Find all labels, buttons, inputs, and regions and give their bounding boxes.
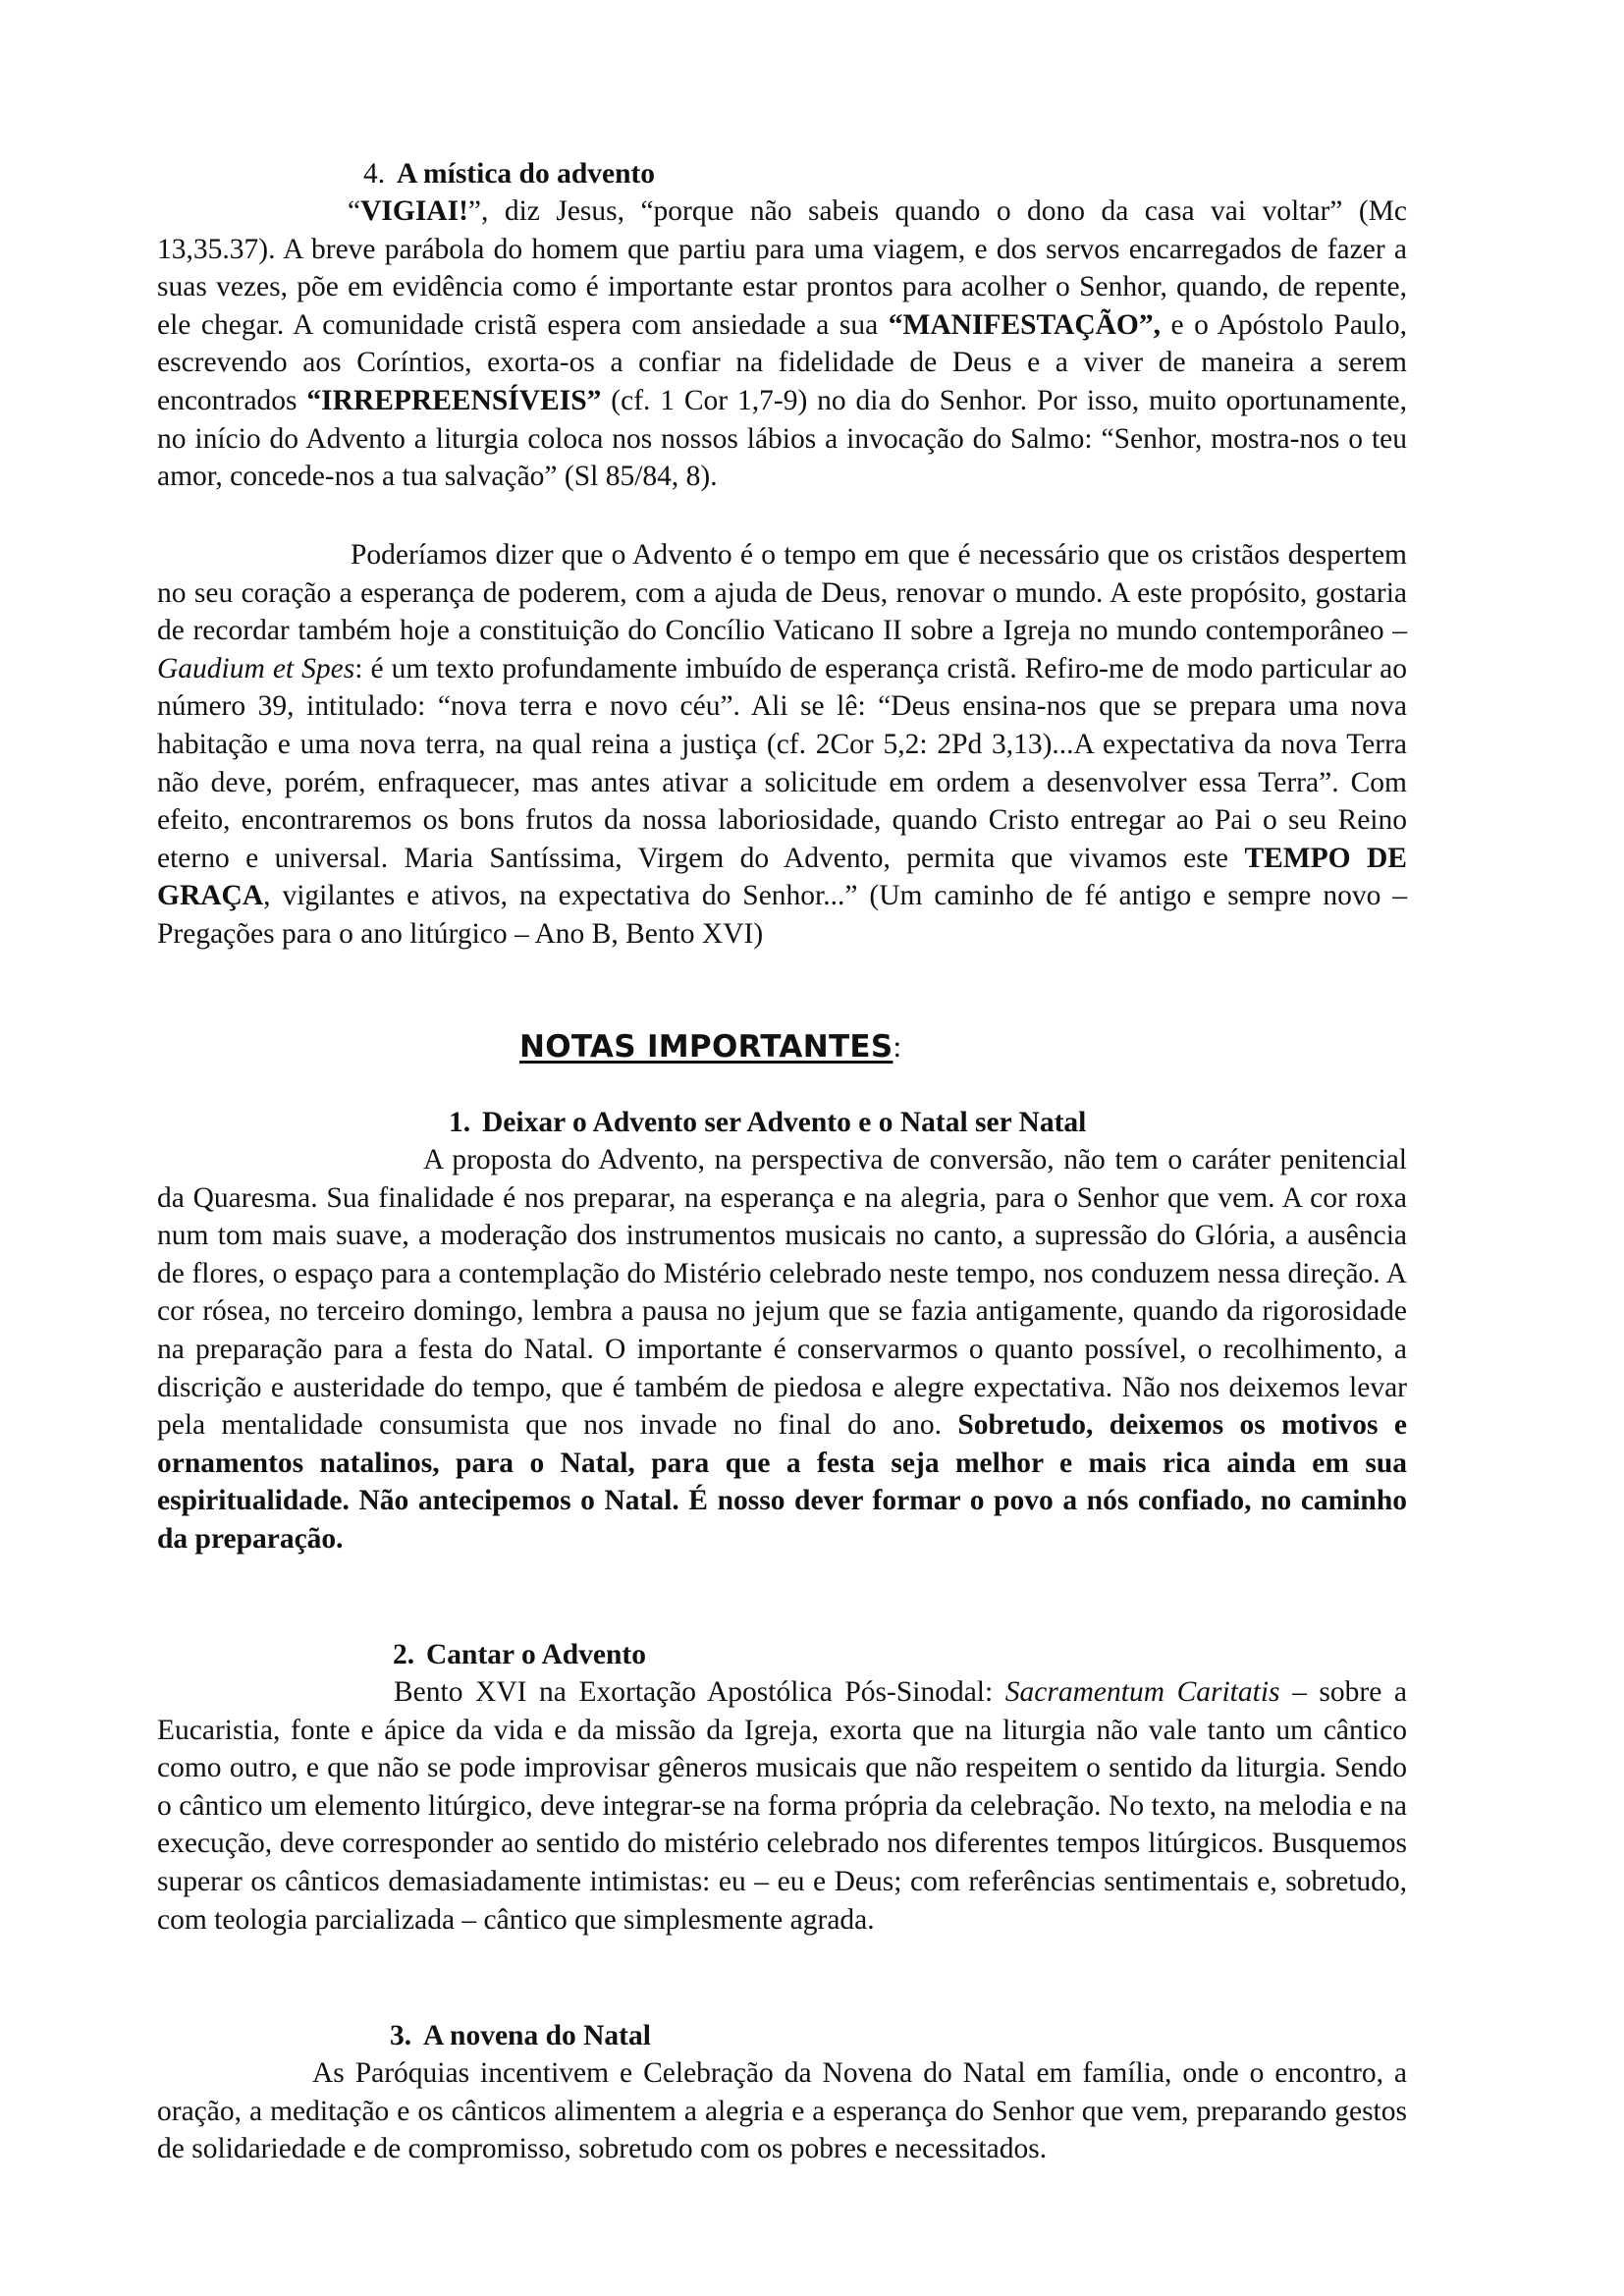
note-title: A novena do Natal bbox=[423, 2020, 651, 2051]
note-number: 1. bbox=[449, 1107, 471, 1138]
emphasis-manifestacao: “MANIFESTAÇÃO”, bbox=[888, 308, 1162, 341]
paragraph: As Paróquias incentivem e Celebração da Novena do Natal em família, onde o encontro, a oração, a meditação e os cânticos alimentem a alegria e a esperança do Senhor que vem, preparando gestos de solidariedade e de compromisso, sobretudo com os pobres e necessitados. bbox=[157, 2057, 1407, 2165]
notes-heading: NOTAS IMPORTANTES: bbox=[519, 1029, 902, 1065]
work-title: Sacramentum Caritatis bbox=[1004, 1676, 1280, 1708]
note-3-heading bbox=[390, 2017, 651, 2055]
paragraph: Poderíamos dizer que o Advento é o tempo em que é necessário que os cristãos despertem no seu coração a esperança de poderem, com a ajuda de Deus, renovar o mundo. A este propósito, gostaria de recordar também hoje a constituição do Concílio Vaticano II sobre a Igreja no mundo contemporâneo – Gaudium et Spes: é um texto profundamente imbuído de esperança cristã. Refiro-me de modo particular ao número 39, intitulado: “nova terra e novo céu”. Ali se lê: “Deus ensina-nos que se prepara uma nova habitação e uma nova terra, na qual reina a justiça (cf. 2Cor 5,2: 2Pd 3,13)...A expectativa da nova Terra não deve, porém, enfraquecer, mas antes ativar a solicitude em ordem a desenvolver essa Terra”. Com efeito, encontraremos os bons frutos da nossa laboriosidade, quando Cristo entregar ao Pai o seu Reino eterno e universal. Maria Santíssima, Virgem do Advento, permita que vivamos este TEMPO DE GRAÇA, vigilantes e ativos, na expectativa do Senhor...” (Um caminho de fé antigo e sempre novo – Pregações para o ano litúrgico – Ano B, Bento XVI) bbox=[157, 539, 1407, 950]
paragraph: Bento XVI na Exortação Apostólica Pós-Sinodal: Sacramentum Caritatis – sobre a Eucaristia, fonte e ápice da vida e da missão da Igreja, exorta que na liturgia não vale tanto um cântico como outro, e que não se pode improvisar gêneros musicais que não respeitem o sentido da liturgia. Sendo o cântico um elemento litúrgico, deve integrar-se na forma própria da celebração. No texto, na melodia e na execução, deve corresponder ao sentido do mistério celebrado nos diferentes tempos litúrgicos. Busquemos superar os cânticos demasiadamente intimistas: eu – eu e Deus; com referências sentimentais e, sobretudo, com teologia parcializada – cântico que simplesmente agrada. bbox=[157, 1676, 1407, 1936]
note-2-heading bbox=[393, 1636, 646, 1674]
work-title: Gaudium et Spes bbox=[157, 652, 355, 684]
note-title: Deixar o Advento ser Advento e o Natal ser Natal bbox=[482, 1107, 1087, 1138]
emphasis-irrepreensiveis: “IRREPREENSÍVEIS” bbox=[306, 384, 602, 416]
note-number: 3. bbox=[390, 2020, 412, 2051]
emphasis-vigiai: VIGIAI! bbox=[360, 195, 468, 227]
paragraph: “VIGIAI!”, diz Jesus, “porque não sabeis quando o dono da casa vai voltar” (Mc 13,35.37). A breve parábola do homem que partiu para uma viagem, e dos servos encarregados de fazer a suas vezes, põe em evidência como é importante estar prontos para acolher o Senhor, quando, de repente, ele chegar. A comunidade cristã espera com ansiedade a sua “MANIFESTAÇÃO”, e o Apóstolo Paulo, escrevendo aos Coríntios, exorta-os a confiar na fidelidade de Deus e a viver de maneira a serem encontrados “IRREPREENSÍVEIS” (cf. 1 Cor 1,7-9) no dia do Senhor. Por isso, muito oportunamente, no início do Advento a liturgia coloca nos nossos lábios a invocação do Salmo: “Senhor, mostra-nos o teu amor, concede-nos a tua salvação” (Sl 85/84, 8). bbox=[157, 195, 1408, 493]
section-title: A mística do advento bbox=[397, 158, 656, 190]
section-number: 4. bbox=[363, 158, 386, 190]
section-4-heading bbox=[363, 155, 655, 193]
note-number: 2. bbox=[393, 1639, 415, 1670]
emphasis-paragraph: Sobretudo, deixemos os motivos e ornamentos natalinos, para o Natal, para que a festa seja melhor e mais rica ainda em sua espiritualidade. Não antecipemos o Natal. É nosso dever formar o povo a nós confiado, no caminho da preparação. bbox=[157, 1409, 1407, 1555]
note-1-heading bbox=[449, 1104, 1086, 1142]
note-title: Cantar o Advento bbox=[426, 1639, 647, 1670]
emphasis-tempo-de-graca: TEMPO DE GRAÇA bbox=[157, 842, 1407, 912]
paragraph: A proposta do Advento, na perspectiva de conversão, não tem o caráter penitencial da Quaresma. Sua finalidade é nos preparar, na esperança e na alegria, para o Senhor que vem. A cor roxa num tom mais suave, a moderação dos instrumentos musicais no canto, a supressão do Glória, a ausência de flores, o espaço para a contemplação do Mistério celebrado neste tempo, nos conduzem nessa direção. A cor rósea, no terceiro domingo, lembra a pausa no jejum que se fazia antigamente, quando da rigorosidade na preparação para a festa do Natal. O importante é conservarmos o quanto possível, o recolhimento, a discrição e austeridade do tempo, que é também de piedosa e alegre expectativa. Não nos deixemos levar pela mentalidade consumista que nos invade no final do ano. Sobretudo, deixemos os motivos e ornamentos natalinos, para o Natal, para que a festa seja melhor e mais rica ainda em sua espiritualidade. Não antecipemos o Natal. É nosso dever formar o povo a nós confiado, no caminho da preparação. bbox=[157, 1144, 1407, 1555]
